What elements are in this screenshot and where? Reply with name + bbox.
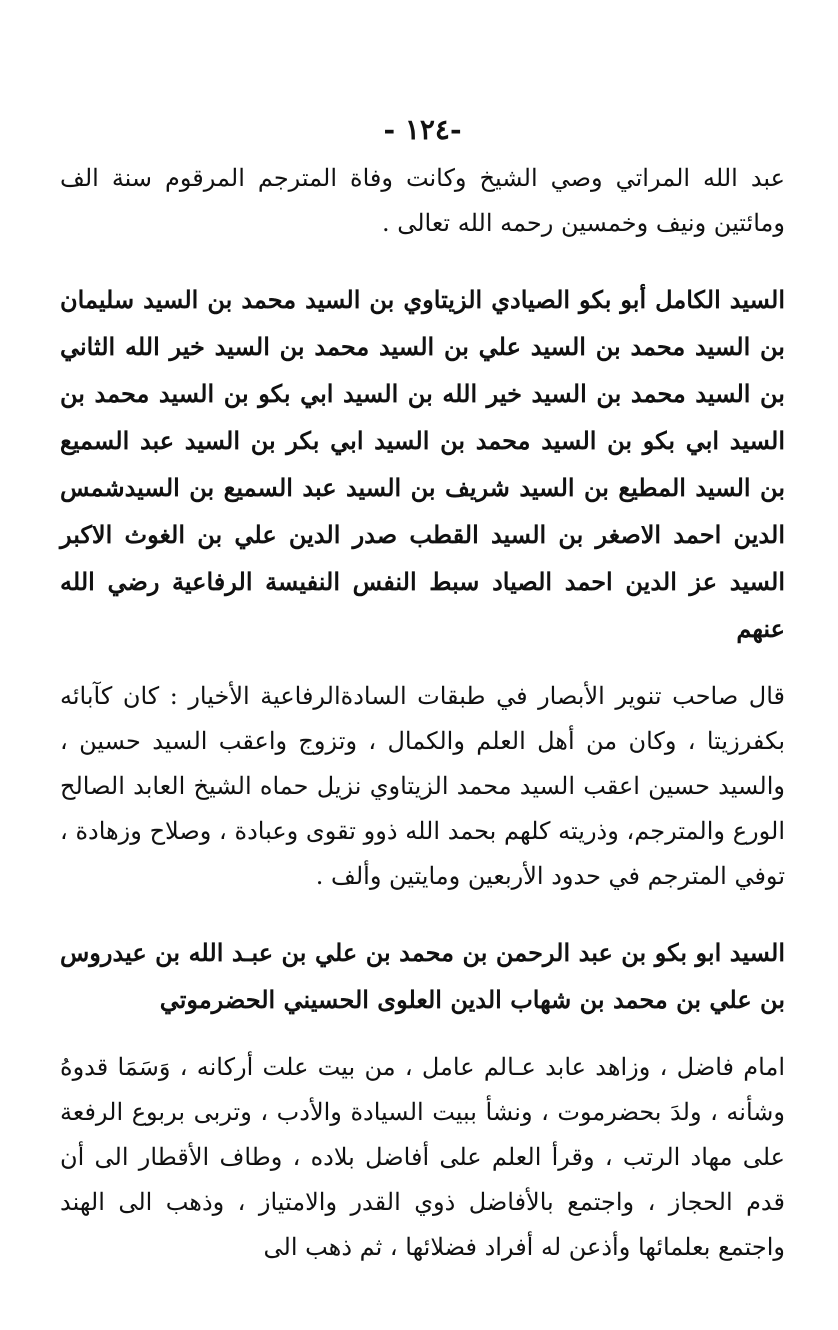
paragraph-lineage-abu-bakr-sayyadi: السيد الكامل أبو بكو الصيادي الزيتاوي بن السيد محمد بن السيد سليمان بن السيد محمد بن السيد علي بن السيد محمد بن السيد خير الله الثاني بن السيد محمد بن السيد خير الله بن السيد ابي بكو بن السيد محمد بن السيد ابي بكو بن السيد محمد بن السيد ابي بكر بن السيد عبد السميع بن السيد المطيع بن السيد شريف بن السيد عبد السميع بن السيدشمس الدين احمد الاصغر بن السيد القطب صدر الدين علي بن الغوث الاكبر السيد عز الدين احمد الصياد سبط النفس النفيسة الرفاعية رضي الله عنهم xyxy=(60,285,785,643)
paragraph-biography-hadrami: امام فاضل ، وزاهد عابد عـالم عامل ، من بيت علت أركانه ، وَسَمَا قدوهُ وشأنه ، ولدَ بحضرموت ، ونشأ ببيت السيادة والأدب ، وتربى بربوع الرفعة على مهاد الرتب ، وقرأ العلم على أفاضل بلاده ، وطاف الأقطار الى أن قدم الحجاز ، واجتمع بالأفاضل ذوي القدر والامتياز ، وذهب الى الهند واجتمع بعلمائها وأذعن له أفراد فضلائها ، ثم ذهب الى xyxy=(60,1053,785,1261)
document-page xyxy=(60,110,785,1270)
paragraph-biography-quote: قال صاحب تنوير الأبصار في طبقات السادةالرفاعية الأخيار : كان كآبائه بكفرزيتا ، وكان من أهل العلم والكمال ، وتزوج واعقب السيد حسين ، والسيد حسين اعقب السيد محمد الزيتاوي نزيل حماه الشيخ العابد الصالح الورع والمترجم، وذريته كلهم بحمد الله ذوو تقوى وعبادة ، وصلاح وزهادة ، توفي المترجم في حدود الأربعين ومايتين وألف . xyxy=(60,682,785,890)
page-number: -١٢٤ - xyxy=(383,113,462,146)
paragraph-death-note: عبد الله المراتي وصي الشيخ وكانت وفاة المترجم المرقوم سنة الف ومائتين ونيف وخمسين رحمه الله تعالى . xyxy=(60,164,785,237)
paragraph-lineage-abu-bakr-hadrami: السيد ابو بكو بن عبد الرحمن بن محمد بن علي بن عبـد الله بن عيدروس بن علي بن محمد بن شهاب الدين العلوى الحسيني الحضرموتي xyxy=(60,938,785,1014)
